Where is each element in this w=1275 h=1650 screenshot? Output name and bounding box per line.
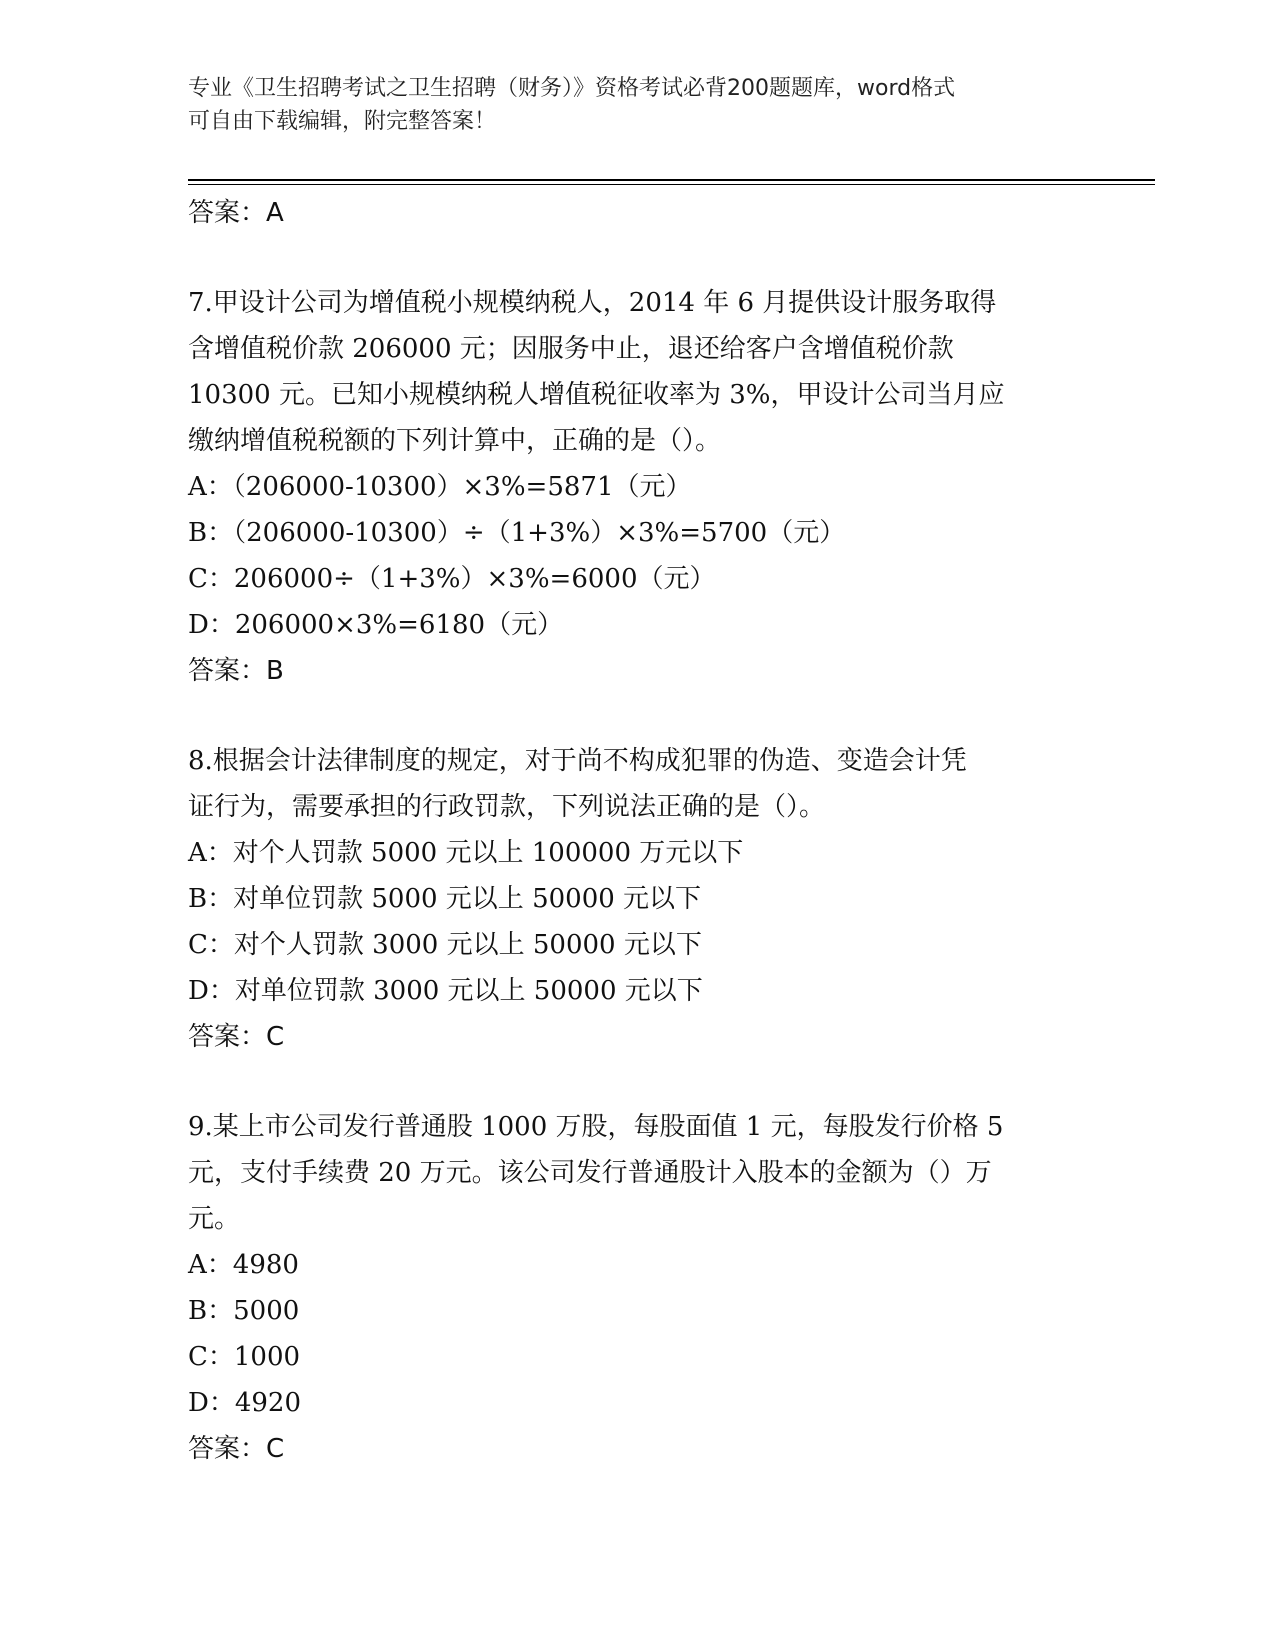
header-line-1: 专业《卫生招聘考试之卫生招聘（财务）》资格考试必背200题题库，word格式 [188, 76, 956, 101]
header-line-2: 可自由下载编辑，附完整答案！ [188, 109, 497, 134]
spacer [188, 236, 1088, 280]
previous-answer: 答案：A [188, 198, 284, 228]
option-d: D：4920 [188, 1388, 302, 1418]
question-stem-line: 8.根据会计法律制度的规定，对于尚不构成犯罪的伪造、变造会计凭 [188, 746, 967, 776]
question-stem-line: 缴纳增值税税额的下列计算中，正确的是（）。 [188, 426, 722, 456]
question-block-7 [188, 280, 1088, 694]
question-stem-line: 元。 [188, 1204, 241, 1234]
question-stem-line: 含增值税价款 206000 元；因服务中止，退还给客户含增值税价款 [188, 334, 954, 364]
question-stem-line: 元，支付手续费 20 万元。该公司发行普通股计入股本的金额为（）万 [188, 1158, 992, 1188]
document-body [188, 190, 1088, 1472]
option-a: A：对个人罚款 5000 元以上 100000 万元以下 [188, 838, 744, 868]
option-c: C：对个人罚款 3000 元以上 50000 元以下 [188, 930, 702, 960]
option-a: A：4980 [188, 1250, 299, 1280]
answer-line: 答案：C [188, 1434, 285, 1464]
question-stem-line: 9.某上市公司发行普通股 1000 万股，每股面值 1 元，每股发行价格 5 [188, 1112, 1004, 1142]
option-b: B：对单位罚款 5000 元以上 50000 元以下 [188, 884, 702, 914]
question-stem-line: 10300 元。已知小规模纳税人增值税征收率为 3%，甲设计公司当月应 [188, 380, 1005, 410]
question-block-8 [188, 738, 1088, 1060]
document-header [188, 72, 1088, 138]
answer-line: 答案：B [188, 656, 284, 686]
header-divider-thick [188, 179, 1155, 181]
option-b: B：（206000-10300）÷（1+3%）×3%=5700（元） [188, 518, 846, 548]
option-c: C：1000 [188, 1342, 301, 1372]
question-block-9 [188, 1104, 1088, 1472]
spacer [188, 1060, 1088, 1104]
question-stem-line: 7.甲设计公司为增值税小规模纳税人，2014 年 6 月提供设计服务取得 [188, 288, 997, 318]
question-stem-line: 证行为，需要承担的行政罚款，下列说法正确的是（）。 [188, 792, 826, 822]
spacer [188, 694, 1088, 738]
option-d: D：206000×3%=6180（元） [188, 610, 564, 640]
option-a: A：（206000-10300）×3%=5871（元） [188, 472, 692, 502]
option-c: C：206000÷（1+3%）×3%=6000（元） [188, 564, 716, 594]
option-d: D：对单位罚款 3000 元以上 50000 元以下 [188, 976, 703, 1006]
option-b: B：5000 [188, 1296, 300, 1326]
header-divider-thin [188, 184, 1155, 185]
answer-line: 答案：C [188, 1022, 285, 1052]
